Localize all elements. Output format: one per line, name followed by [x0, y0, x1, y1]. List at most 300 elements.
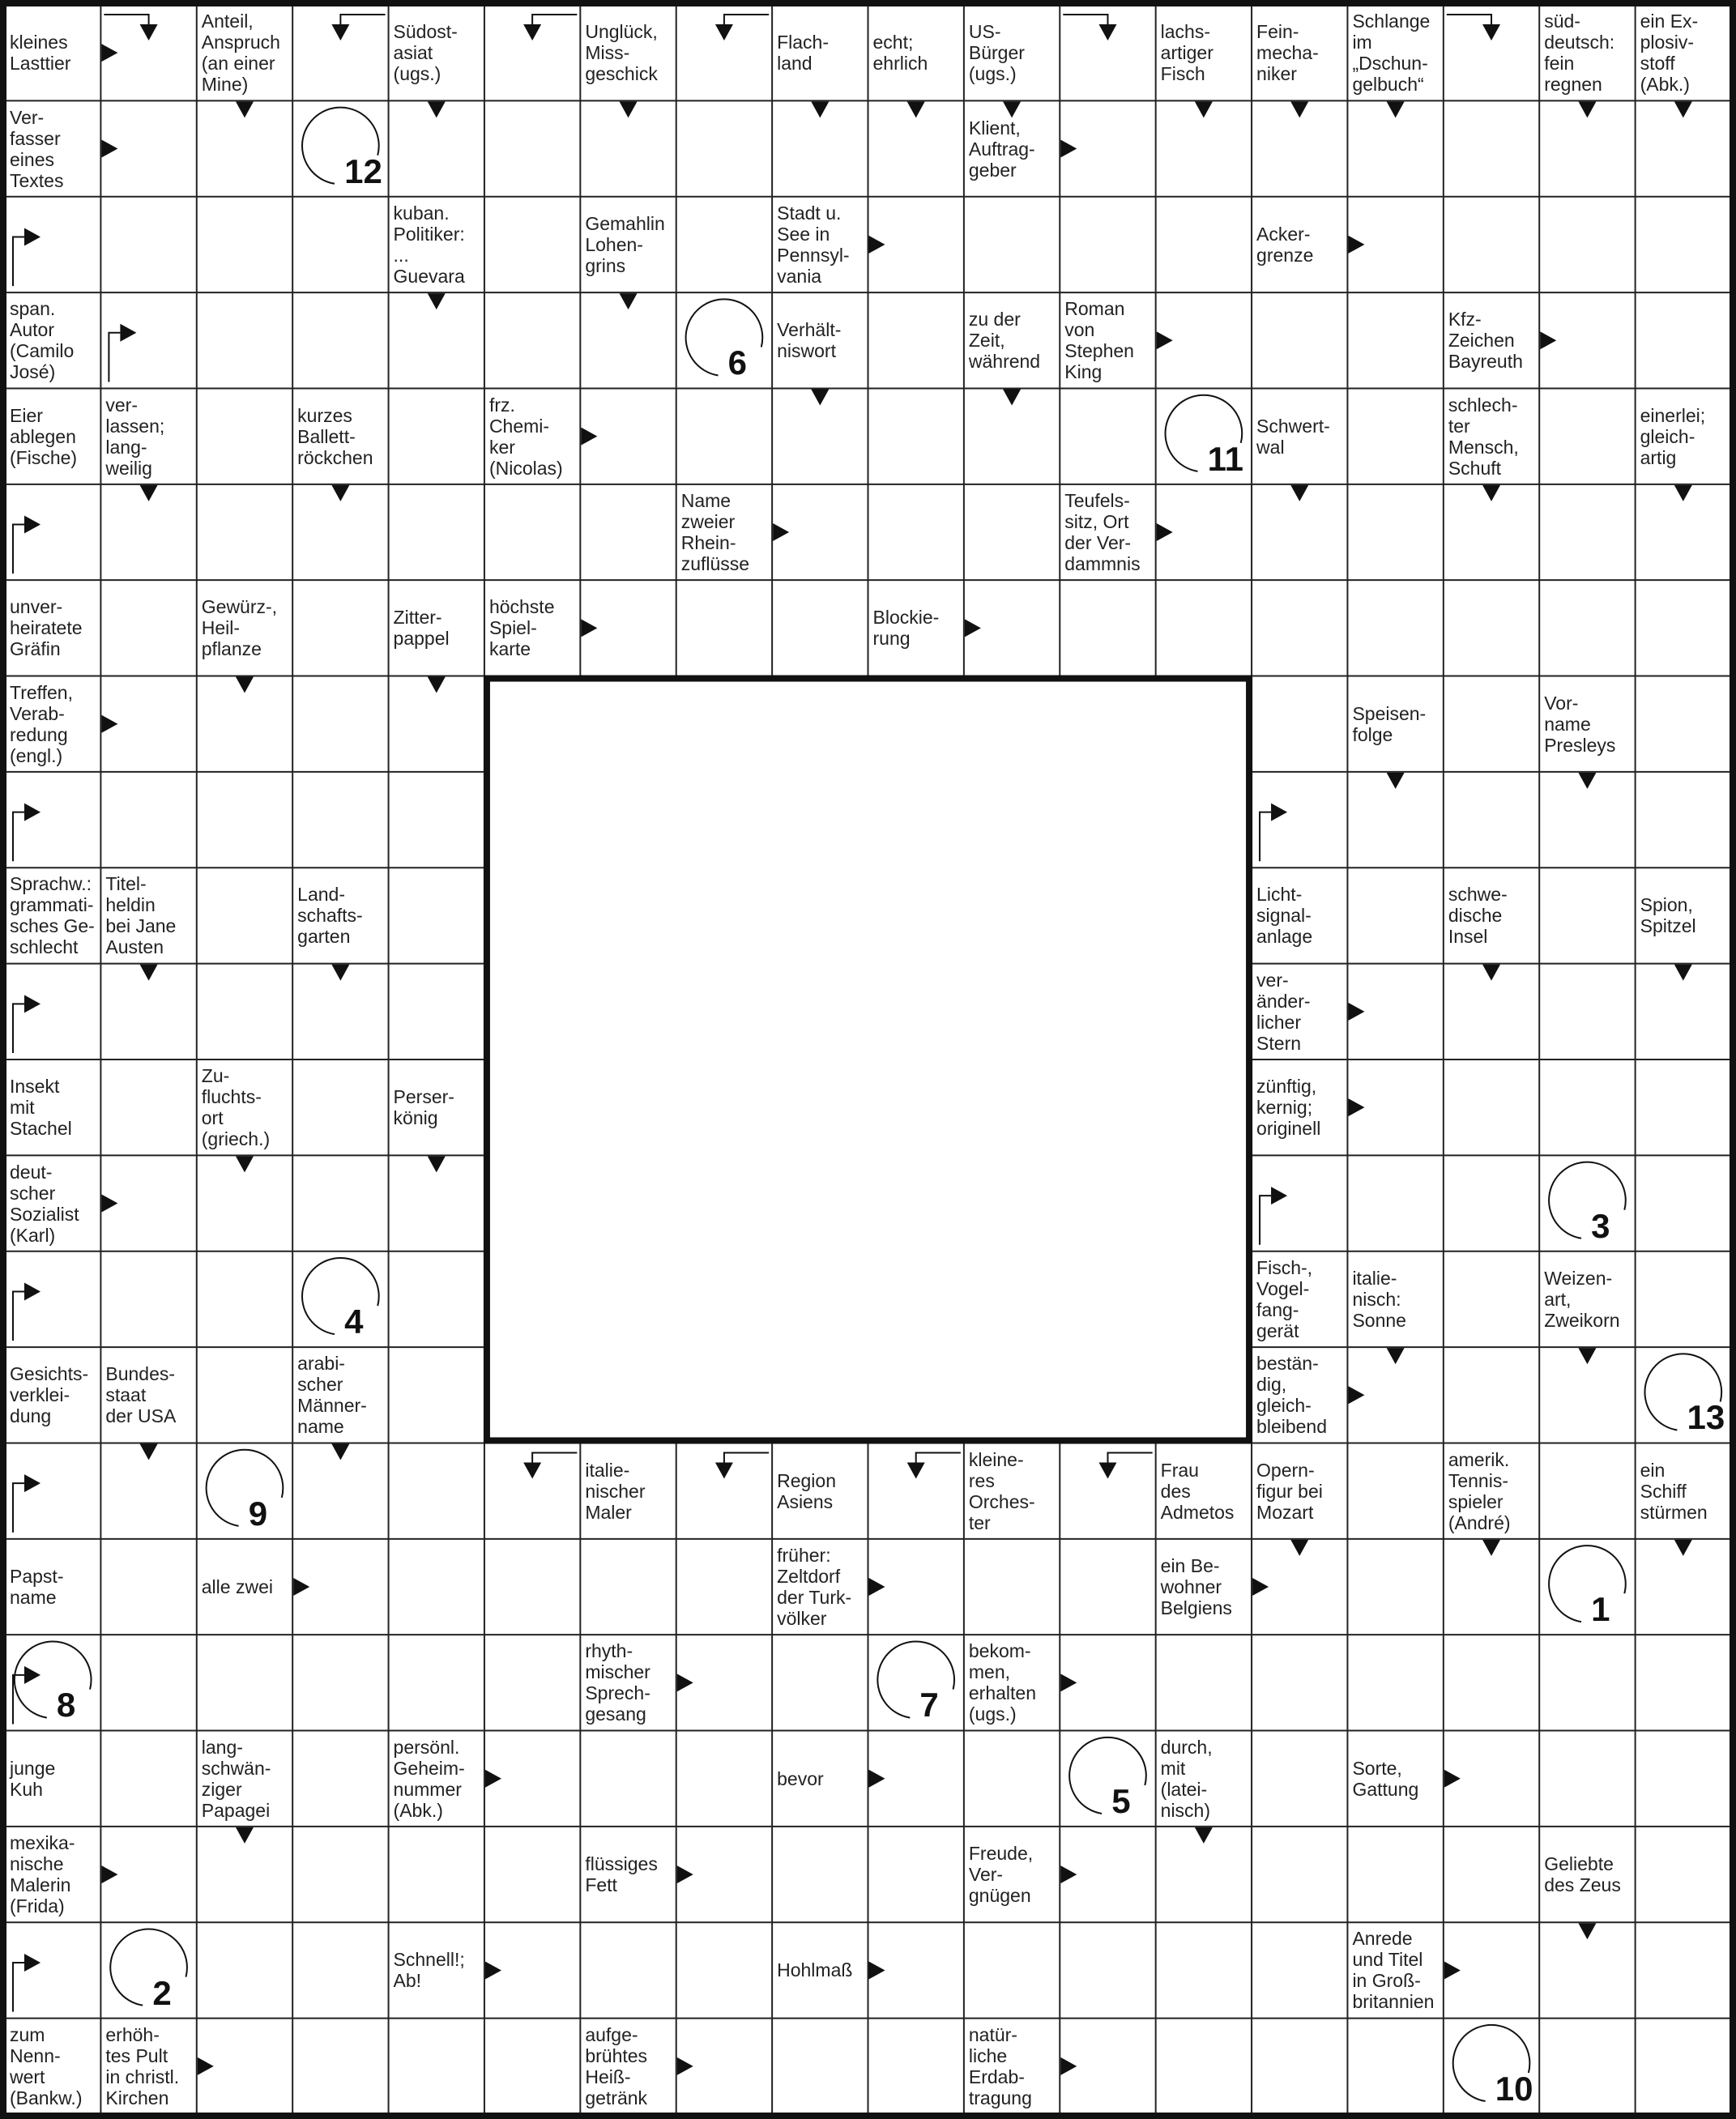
answer-cell[interactable] [484, 1922, 580, 2018]
answer-cell[interactable] [1636, 1060, 1731, 1155]
answer-cell[interactable] [1156, 292, 1252, 388]
answer-cell[interactable] [1539, 1731, 1635, 1827]
answer-cell[interactable] [1444, 1155, 1539, 1251]
answer-cell[interactable] [580, 1539, 676, 1635]
answer-cell[interactable] [676, 1443, 772, 1538]
answer-cell[interactable] [1252, 1827, 1347, 1922]
answer-cell[interactable] [964, 197, 1060, 292]
answer-cell[interactable] [389, 1635, 484, 1730]
answer-cell[interactable] [292, 1060, 388, 1155]
answer-cell[interactable] [1636, 1539, 1731, 1635]
answer-cell[interactable] [292, 1155, 388, 1251]
answer-cell[interactable] [1060, 580, 1155, 676]
solution-number: 8 [56, 1686, 76, 1725]
clue-cell: süd- deutsch: fein regnen [1544, 11, 1615, 96]
answer-cell[interactable] [1347, 868, 1443, 963]
answer-cell[interactable] [484, 292, 580, 388]
answer-cell[interactable] [100, 197, 196, 292]
answer-cell[interactable] [292, 580, 388, 676]
answer-cell[interactable] [389, 1155, 484, 1251]
answer-cell[interactable] [389, 676, 484, 772]
answer-cell[interactable] [1636, 676, 1731, 772]
answer-cell[interactable] [1156, 1827, 1252, 1922]
answer-cell[interactable] [1636, 1922, 1731, 2018]
answer-cell[interactable] [292, 292, 388, 388]
clue-cell: Blockie- rung [872, 607, 940, 650]
clue-cell: bestän- dig, gleich- bleibend [1256, 1353, 1328, 1438]
answer-cell[interactable] [1636, 1731, 1731, 1827]
answer-cell[interactable] [1539, 1443, 1635, 1538]
answer-cell[interactable] [484, 197, 580, 292]
answer-cell[interactable] [868, 292, 964, 388]
answer-cell[interactable] [5, 1251, 100, 1347]
answer-cell[interactable] [868, 388, 964, 484]
answer-cell[interactable] [580, 388, 676, 484]
answer-cell[interactable] [1347, 484, 1443, 580]
clue-cell: ver- änder- licher Stern [1256, 969, 1311, 1054]
answer-cell[interactable] [580, 292, 676, 388]
answer-cell[interactable] [676, 1539, 772, 1635]
answer-cell[interactable] [772, 1635, 868, 1730]
answer-cell[interactable] [1347, 1827, 1443, 1922]
answer-cell[interactable] [5, 772, 100, 868]
answer-cell[interactable] [100, 484, 196, 580]
answer-cell[interactable] [580, 1731, 676, 1827]
answer-cell[interactable] [1347, 964, 1443, 1060]
answer-cell[interactable] [484, 2019, 580, 2114]
answer-cell[interactable] [197, 292, 292, 388]
answer-cell[interactable] [868, 1635, 964, 1730]
answer-cell[interactable] [676, 388, 772, 484]
answer-cell[interactable] [389, 1539, 484, 1635]
answer-cell[interactable] [484, 1443, 580, 1538]
clue-cell: ein Be- wohner Belgiens [1160, 1554, 1232, 1618]
answer-cell[interactable] [100, 1635, 196, 1730]
answer-cell[interactable] [389, 388, 484, 484]
answer-cell[interactable] [1252, 676, 1347, 772]
clue-cell: ver- lassen; lang- weilig [105, 394, 165, 479]
answer-cell[interactable] [1636, 772, 1731, 868]
clue-cell: Kfz- Zeichen Bayreuth [1448, 309, 1523, 373]
answer-cell[interactable] [1252, 484, 1347, 580]
answer-cell[interactable] [1539, 1155, 1635, 1251]
answer-cell[interactable] [1636, 197, 1731, 292]
answer-cell[interactable] [1444, 1731, 1539, 1827]
answer-cell[interactable] [197, 964, 292, 1060]
answer-cell[interactable] [292, 1922, 388, 2018]
answer-cell[interactable] [1444, 484, 1539, 580]
solution-number: 13 [1687, 1398, 1725, 1437]
answer-cell[interactable] [1347, 2019, 1443, 2114]
answer-cell[interactable] [676, 100, 772, 196]
answer-cell[interactable] [1156, 2019, 1252, 2114]
answer-cell[interactable] [100, 1060, 196, 1155]
answer-cell[interactable] [100, 1827, 196, 1922]
answer-cell[interactable] [1636, 484, 1731, 580]
clue-cell: Sorte, Gattung [1352, 1757, 1419, 1800]
answer-cell[interactable] [389, 964, 484, 1060]
answer-cell[interactable] [676, 2019, 772, 2114]
answer-cell[interactable] [197, 100, 292, 196]
answer-cell[interactable] [1636, 100, 1731, 196]
answer-cell[interactable] [1060, 1635, 1155, 1730]
clue-cell: schlech- ter Mensch, Schuft [1448, 394, 1519, 479]
answer-cell[interactable] [1060, 388, 1155, 484]
answer-cell[interactable] [1539, 580, 1635, 676]
answer-cell[interactable] [1060, 5, 1155, 100]
answer-cell[interactable] [484, 1731, 580, 1827]
answer-cell[interactable] [1539, 1635, 1635, 1730]
solution-number: 2 [152, 1973, 172, 2012]
answer-cell[interactable] [1347, 772, 1443, 868]
answer-cell[interactable] [676, 580, 772, 676]
clue-cell: Freude, Ver- gnügen [968, 1843, 1034, 1907]
answer-cell[interactable] [389, 772, 484, 868]
answer-cell[interactable] [1347, 197, 1443, 292]
clue-cell: Gewürz-, Heil- pflanze [201, 596, 278, 660]
clue-cell: Name zweier Rhein- zuflüsse [680, 489, 750, 574]
answer-cell[interactable] [964, 1731, 1060, 1827]
answer-cell[interactable] [197, 1347, 292, 1443]
solution-number: 12 [344, 151, 382, 190]
answer-cell[interactable] [1347, 292, 1443, 388]
answer-cell[interactable] [484, 100, 580, 196]
answer-cell[interactable] [389, 2019, 484, 2114]
clue-cell: Bundes- staat der USA [105, 1363, 177, 1427]
answer-cell[interactable] [1252, 100, 1347, 196]
answer-cell[interactable] [100, 772, 196, 868]
clue-cell: einerlei; gleich- artig [1640, 404, 1706, 468]
answer-cell[interactable] [772, 484, 868, 580]
answer-cell[interactable] [580, 484, 676, 580]
answer-cell[interactable] [1347, 100, 1443, 196]
answer-cell[interactable] [676, 1731, 772, 1827]
answer-cell[interactable] [197, 1827, 292, 1922]
clue-cell: Fisch-, Vogel- fang- gerät [1256, 1256, 1313, 1341]
clue-cell: kleine- res Orches- ter [968, 1448, 1035, 1533]
answer-cell[interactable] [292, 964, 388, 1060]
answer-cell[interactable] [197, 484, 292, 580]
answer-cell[interactable] [1444, 5, 1539, 100]
answer-cell[interactable] [100, 1155, 196, 1251]
answer-cell[interactable] [1060, 1539, 1155, 1635]
clue-cell: ein Schiff stürmen [1640, 1459, 1708, 1523]
answer-cell[interactable] [772, 1827, 868, 1922]
answer-cell[interactable] [1347, 1347, 1443, 1443]
clue-cell: kurzes Ballett- röckchen [297, 404, 373, 468]
answer-cell[interactable] [868, 197, 964, 292]
clue-cell: Anteil, Anspruch (an einer Mine) [201, 11, 280, 96]
answer-cell[interactable] [1252, 1155, 1347, 1251]
clue-cell: mexika- nische Malerin (Frida) [10, 1832, 75, 1917]
clue-cell: Gemahlin Lohen- grins [585, 212, 665, 276]
solution-number: 6 [727, 343, 747, 382]
clue-cell: Papst- name [10, 1565, 64, 1608]
answer-cell[interactable] [1539, 2019, 1635, 2114]
answer-cell[interactable] [1347, 388, 1443, 484]
answer-cell[interactable] [100, 1539, 196, 1635]
answer-cell[interactable] [484, 1539, 580, 1635]
clue-cell: Titel- heldin bei Jane Austen [105, 873, 177, 958]
answer-cell[interactable] [1444, 580, 1539, 676]
answer-cell[interactable] [1252, 580, 1347, 676]
solution-number: 5 [1111, 1781, 1131, 1820]
answer-cell[interactable] [1444, 1539, 1539, 1635]
clue-cell: Weizen- art, Zweikorn [1544, 1267, 1620, 1331]
answer-cell[interactable] [1060, 1922, 1155, 2018]
clue-cell: Anrede und Titel in Groß- britannien [1352, 1928, 1435, 2013]
answer-cell[interactable] [292, 1635, 388, 1730]
answer-cell[interactable] [1636, 964, 1731, 1060]
answer-cell[interactable] [1539, 964, 1635, 1060]
clue-cell: Roman von Stephen King [1064, 298, 1134, 383]
clue-cell: Flach- land [777, 32, 830, 75]
answer-cell[interactable] [580, 1922, 676, 2018]
clue-cell: Spion, Spitzel [1640, 894, 1696, 937]
answer-cell[interactable] [580, 580, 676, 676]
answer-cell[interactable] [1444, 772, 1539, 868]
answer-cell[interactable] [197, 1922, 292, 2018]
answer-cell[interactable] [1444, 100, 1539, 196]
answer-cell[interactable] [1539, 100, 1635, 196]
answer-cell[interactable] [1636, 1635, 1731, 1730]
answer-cell[interactable] [1444, 1347, 1539, 1443]
answer-cell[interactable] [1252, 1731, 1347, 1827]
solution-number: 4 [344, 1303, 364, 1341]
answer-cell[interactable] [1444, 1060, 1539, 1155]
answer-cell[interactable] [100, 5, 196, 100]
answer-cell[interactable] [292, 1539, 388, 1635]
answer-cell[interactable] [1539, 292, 1635, 388]
clue-cell: italie- nisch: Sonne [1352, 1267, 1406, 1331]
answer-cell[interactable] [580, 100, 676, 196]
answer-cell[interactable] [292, 772, 388, 868]
answer-cell[interactable] [1539, 484, 1635, 580]
answer-cell[interactable] [100, 1443, 196, 1538]
clue-cell: bekom- men, erhalten (ugs.) [968, 1640, 1036, 1725]
answer-cell[interactable] [1060, 2019, 1155, 2114]
answer-cell[interactable] [1539, 1539, 1635, 1635]
answer-cell[interactable] [1636, 1155, 1731, 1251]
answer-cell[interactable] [100, 580, 196, 676]
answer-cell[interactable] [1060, 197, 1155, 292]
answer-cell[interactable] [5, 1443, 100, 1538]
clue-cell: Schnell!; Ab! [393, 1949, 465, 1992]
clue-cell: unver- heiratete Gräfin [10, 596, 83, 660]
answer-cell[interactable] [1539, 1922, 1635, 2018]
answer-cell[interactable] [1252, 1539, 1347, 1635]
answer-cell[interactable] [100, 1922, 196, 2018]
answer-cell[interactable] [1636, 2019, 1731, 2114]
answer-cell[interactable] [1156, 100, 1252, 196]
answer-cell[interactable] [1252, 2019, 1347, 2114]
clue-cell: Sprachw.: grammati- sches Ge- schlecht [10, 873, 95, 958]
clue-cell: zünftig, kernig; originell [1256, 1076, 1321, 1140]
answer-cell[interactable] [389, 1443, 484, 1538]
answer-cell[interactable] [868, 1827, 964, 1922]
answer-cell[interactable] [197, 1251, 292, 1347]
answer-cell[interactable] [676, 1635, 772, 1730]
answer-cell[interactable] [292, 484, 388, 580]
answer-cell[interactable] [100, 100, 196, 196]
answer-cell[interactable] [484, 484, 580, 580]
answer-cell[interactable] [964, 484, 1060, 580]
solution-number: 7 [919, 1686, 939, 1725]
answer-cell[interactable] [5, 1922, 100, 2018]
answer-cell[interactable] [1060, 1443, 1155, 1538]
answer-cell[interactable] [1252, 772, 1347, 868]
answer-cell[interactable] [1156, 484, 1252, 580]
answer-cell[interactable] [676, 5, 772, 100]
answer-cell[interactable] [1539, 197, 1635, 292]
answer-cell[interactable] [868, 1731, 964, 1827]
answer-cell[interactable] [1539, 1060, 1635, 1155]
answer-cell[interactable] [389, 1251, 484, 1347]
answer-cell[interactable] [292, 1443, 388, 1538]
clue-cell: schwe- dische Insel [1448, 884, 1508, 948]
answer-cell[interactable] [1347, 580, 1443, 676]
clue-cell: aufge- brühtes Heiß- getränk [585, 2023, 648, 2108]
clue-cell: rhyth- mischer Sprech- gesang [585, 1640, 650, 1725]
answer-cell[interactable] [197, 2019, 292, 2114]
answer-cell[interactable] [100, 1731, 196, 1827]
answer-cell[interactable] [868, 2019, 964, 2114]
answer-cell[interactable] [292, 2019, 388, 2114]
answer-cell[interactable] [772, 100, 868, 196]
answer-cell[interactable] [5, 484, 100, 580]
answer-cell[interactable] [868, 484, 964, 580]
answer-cell[interactable] [5, 197, 100, 292]
clue-cell: Zu- fluchts- ort (griech.) [201, 1065, 271, 1150]
answer-cell[interactable] [1636, 580, 1731, 676]
answer-cell[interactable] [292, 1731, 388, 1827]
clue-cell: arabi- scher Männer- name [297, 1353, 367, 1438]
answer-cell[interactable] [292, 1827, 388, 1922]
answer-cell[interactable] [1539, 772, 1635, 868]
answer-cell[interactable] [1636, 292, 1731, 388]
answer-cell[interactable] [389, 292, 484, 388]
answer-cell[interactable] [1444, 676, 1539, 772]
answer-cell[interactable] [1444, 1827, 1539, 1922]
answer-cell[interactable] [484, 5, 580, 100]
answer-cell[interactable] [964, 388, 1060, 484]
answer-cell[interactable] [292, 5, 388, 100]
answer-cell[interactable] [868, 1922, 964, 2018]
answer-cell[interactable] [676, 1922, 772, 2018]
answer-cell[interactable] [389, 1347, 484, 1443]
answer-cell[interactable] [292, 1251, 388, 1347]
answer-cell[interactable] [389, 484, 484, 580]
answer-cell[interactable] [1060, 1827, 1155, 1922]
clue-cell: US- Bürger (ugs.) [968, 21, 1025, 85]
answer-cell[interactable] [1347, 1635, 1443, 1730]
clue-cell: Klient, Auftrag- geber [968, 117, 1035, 181]
answer-cell[interactable] [197, 676, 292, 772]
answer-cell[interactable] [1347, 1060, 1443, 1155]
answer-cell[interactable] [197, 772, 292, 868]
answer-cell[interactable] [1252, 292, 1347, 388]
clue-cell: Gesichts- verklei- dung [10, 1363, 89, 1427]
answer-cell[interactable] [5, 964, 100, 1060]
answer-cell[interactable] [1444, 1635, 1539, 1730]
answer-cell[interactable] [1156, 1922, 1252, 2018]
answer-cell[interactable] [484, 1635, 580, 1730]
answer-cell[interactable] [292, 676, 388, 772]
answer-cell[interactable] [1347, 1443, 1443, 1538]
answer-cell[interactable] [868, 1539, 964, 1635]
answer-cell[interactable] [772, 388, 868, 484]
solution-number: 10 [1495, 2069, 1533, 2108]
answer-cell[interactable] [1636, 1251, 1731, 1347]
answer-cell[interactable] [1060, 1731, 1155, 1827]
answer-cell[interactable] [197, 1155, 292, 1251]
answer-cell[interactable] [964, 580, 1060, 676]
answer-cell[interactable] [1539, 388, 1635, 484]
answer-cell[interactable] [484, 1827, 580, 1922]
answer-cell[interactable] [197, 1635, 292, 1730]
clue-cell: Teufels- sitz, Ort der Ver- dammnis [1064, 489, 1141, 574]
answer-cell[interactable] [197, 868, 292, 963]
answer-cell[interactable] [1156, 1635, 1252, 1730]
answer-cell[interactable] [772, 2019, 868, 2114]
clue-cell: lachs- artiger Fisch [1160, 21, 1213, 85]
answer-cell[interactable] [1347, 1155, 1443, 1251]
clue-cell: durch, mit (latei- nisch) [1160, 1736, 1213, 1821]
clue-cell: Acker- grenze [1256, 223, 1314, 266]
answer-cell[interactable] [100, 676, 196, 772]
answer-cell[interactable] [1539, 1347, 1635, 1443]
answer-cell[interactable] [5, 1635, 100, 1730]
answer-cell[interactable] [1156, 197, 1252, 292]
answer-cell[interactable] [389, 868, 484, 963]
clue-cell: Hohlmaß [777, 1959, 853, 1981]
answer-cell[interactable] [1444, 1922, 1539, 2018]
answer-cell[interactable] [1444, 1251, 1539, 1347]
answer-cell[interactable] [389, 100, 484, 196]
answer-cell[interactable] [676, 1827, 772, 1922]
answer-cell[interactable] [197, 197, 292, 292]
answer-cell[interactable] [100, 292, 196, 388]
answer-cell[interactable] [676, 292, 772, 388]
answer-cell[interactable] [1444, 197, 1539, 292]
answer-cell[interactable] [1636, 1827, 1731, 1922]
clue-cell: amerik. Tennis- spieler (André) [1448, 1448, 1511, 1533]
answer-cell[interactable] [292, 197, 388, 292]
answer-cell[interactable] [100, 1251, 196, 1347]
answer-cell[interactable] [964, 1922, 1060, 2018]
answer-cell[interactable] [1252, 1922, 1347, 2018]
answer-cell[interactable] [197, 1443, 292, 1538]
clue-cell: Region Asiens [777, 1469, 836, 1512]
answer-cell[interactable] [1539, 868, 1635, 963]
answer-cell[interactable] [100, 964, 196, 1060]
answer-cell[interactable] [197, 388, 292, 484]
clue-cell: Zitter- pappel [393, 607, 450, 650]
answer-cell[interactable] [389, 1827, 484, 1922]
answer-cell[interactable] [1060, 100, 1155, 196]
answer-cell[interactable] [868, 100, 964, 196]
answer-cell[interactable] [1347, 1539, 1443, 1635]
answer-cell[interactable] [1156, 580, 1252, 676]
answer-cell[interactable] [868, 1443, 964, 1538]
clue-cell: Licht- signal- anlage [1256, 884, 1313, 948]
answer-cell[interactable] [964, 1539, 1060, 1635]
answer-cell[interactable] [1252, 1635, 1347, 1730]
clue-cell: Geliebte des Zeus [1544, 1853, 1621, 1896]
answer-cell[interactable] [772, 580, 868, 676]
answer-cell[interactable] [1444, 964, 1539, 1060]
answer-cell[interactable] [676, 197, 772, 292]
